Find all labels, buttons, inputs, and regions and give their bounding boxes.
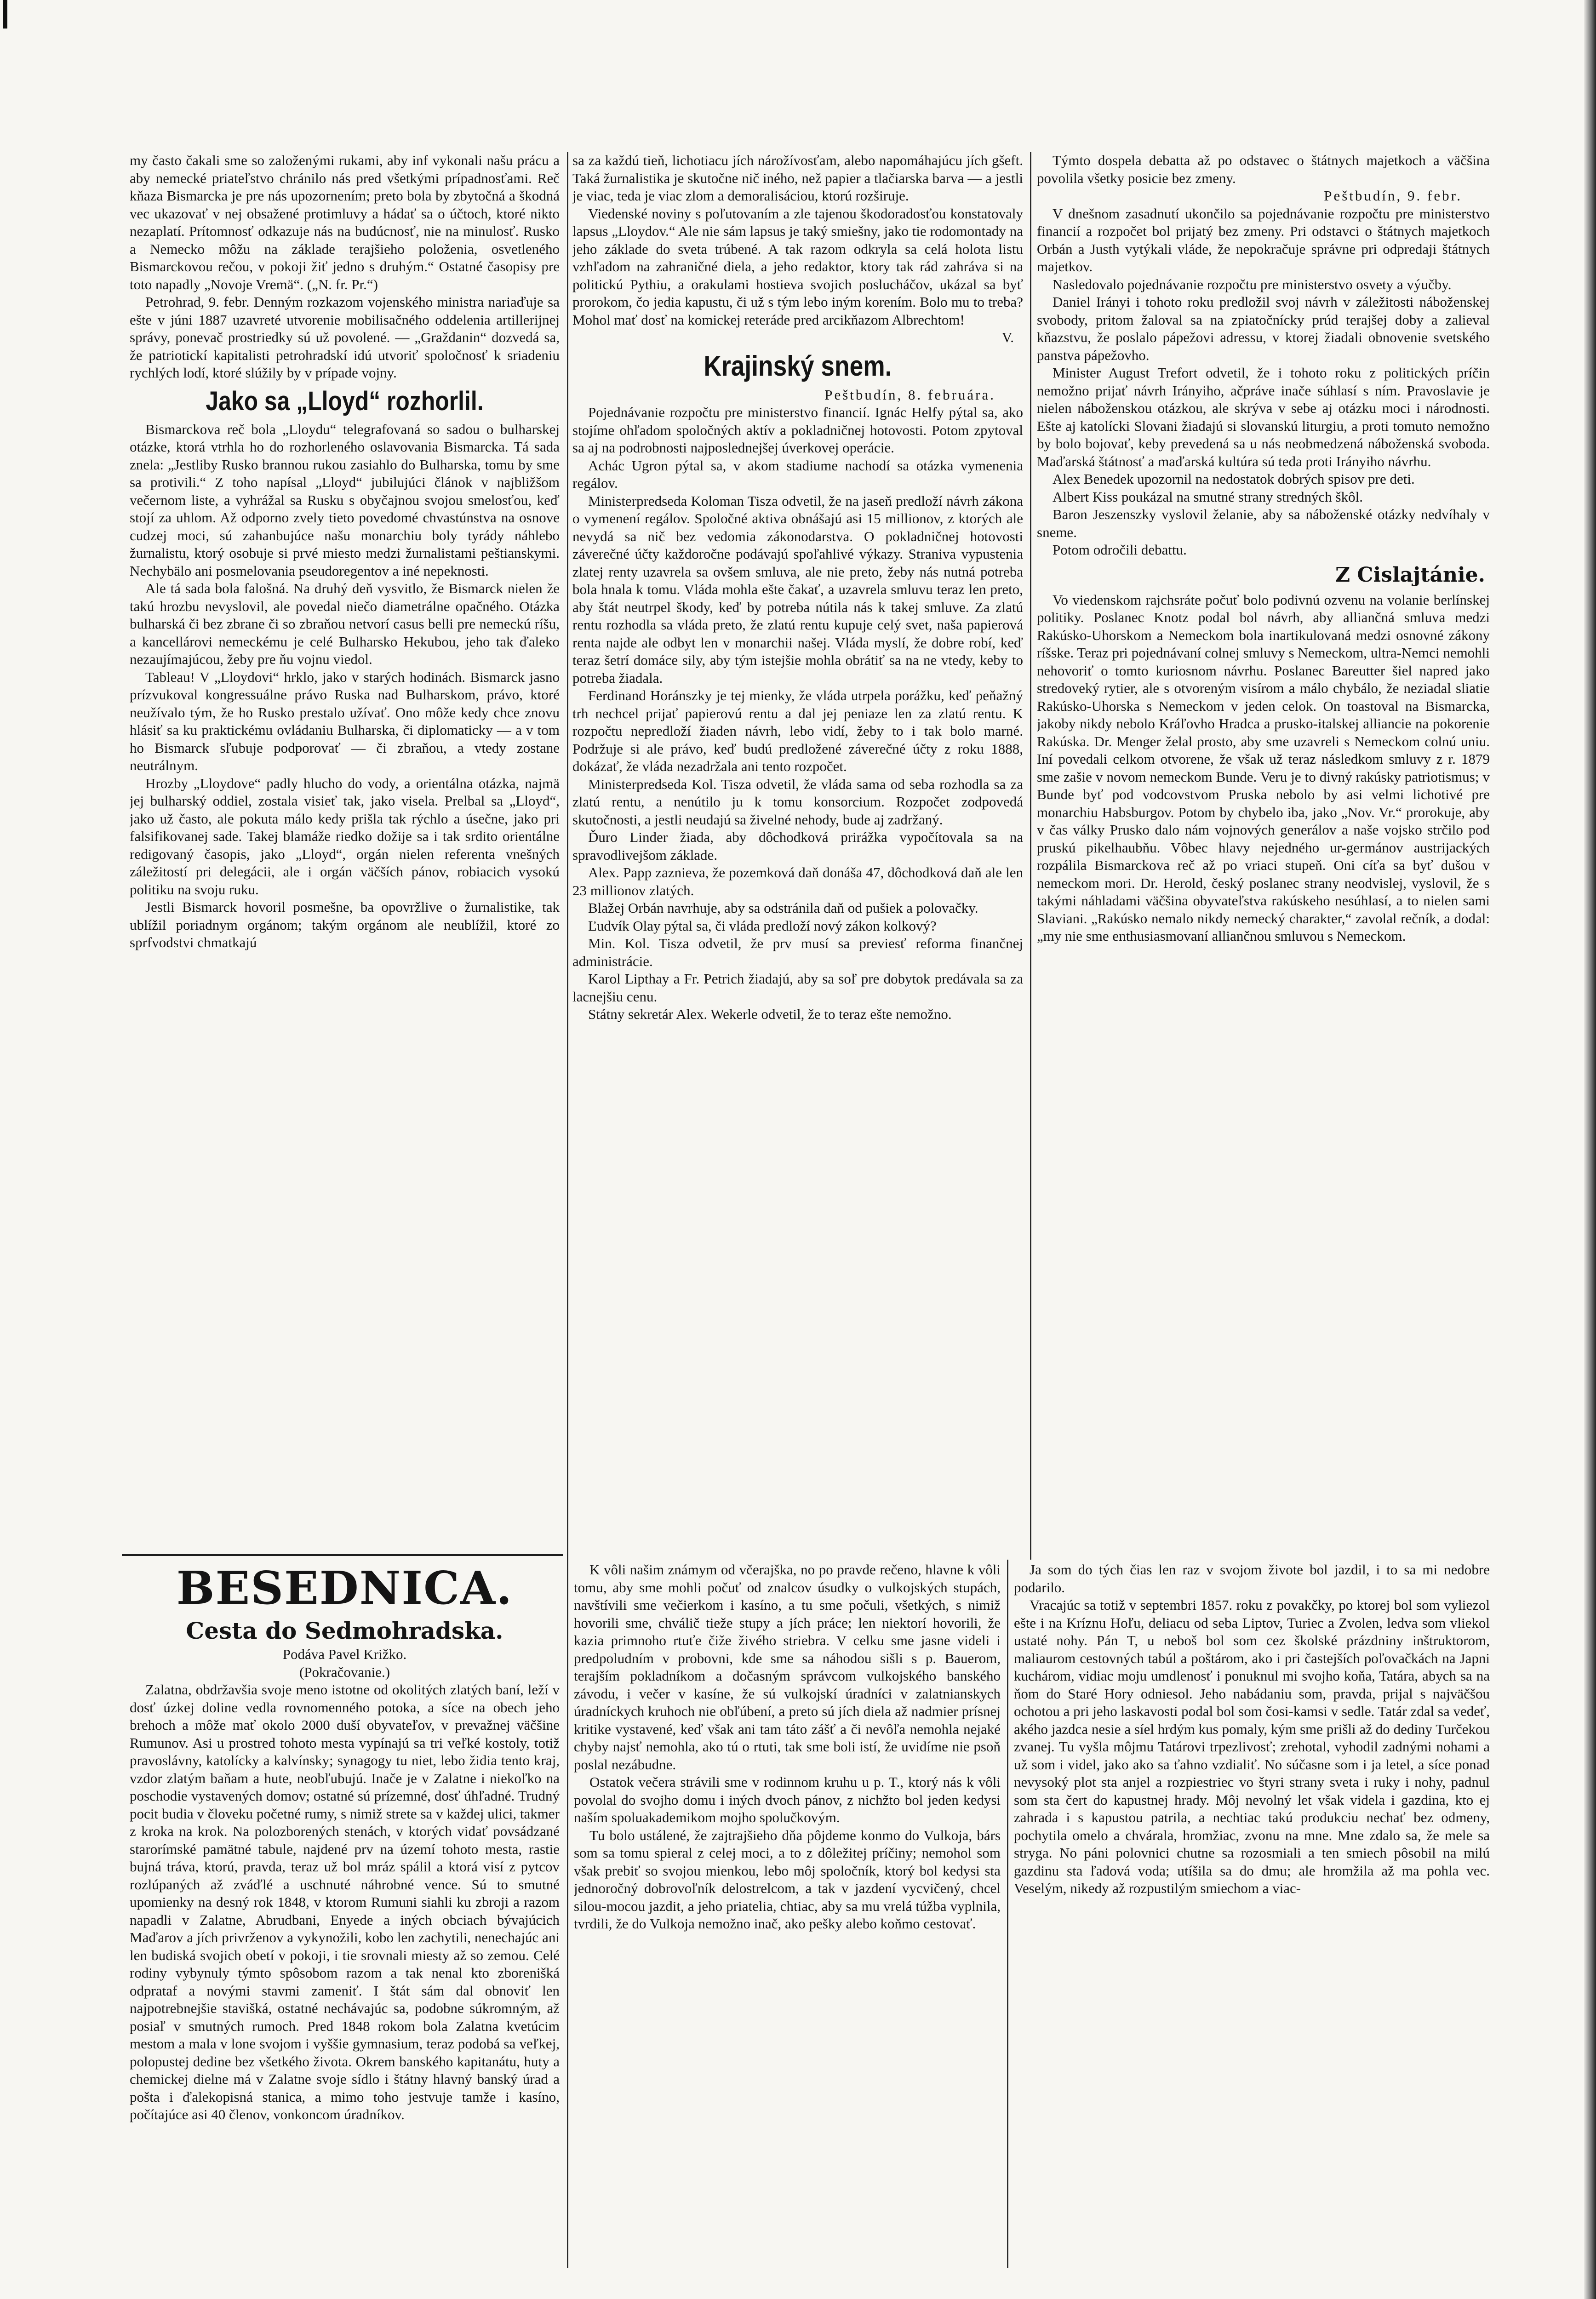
lloyd-para: Hrozby „Lloydove“ padly hlucho do vody, a orientálna otázka, najmä jej bulharský oddiel, zostala visieť tak, jako visela. Prelbal sa „Lloyd“, jako už často, ale pokuta málo kedy prišla tak rýchlo a úsečne, jako pri falsifikovanej sade. Takej blamáže riedko dožije sa i tak srdito orientálne redigovaný časopis, jako „Lloyd“, orgán nielen referenta vnešných záležitostí pri delegácii, ale i orgán väčších pánov, robiacich vysokú politiku na svoju ruku. xyxy=(130,775,560,898)
col2-para: Viedenské noviny s poľutovaním a zle tajenou škodoradosťou konstatovaly lapsus „Lloydov.“ Ale nie sám lapsus je taký smiešny, jako tie rodomontady na jeho základe do sveta trúbené. A tak razom odkryla sa celá holota listu vzhľadom na zahraničné diela, a jeho redaktor, ktory tak rád zahráva si na politickú Pythiu, a orakulami hostieva svojich poslucháčov, ukázal sa byť prorokom, čo jedia kapustu, či už s tým lebo iným korením. Bolo mu to treba? Mohol mať dosť na komickej reteráde pred arcikňazom Albrechtom! xyxy=(572,205,1023,328)
col3-para: Potom odročili debattu. xyxy=(1053,542,1187,558)
col3-para: Nasledovalo pojednávanie rozpočtu pre ministerstvo osvety a výučby. xyxy=(1053,276,1452,292)
besednica-para: Ostatok večera strávili sme v rodinnom kruhu u p. T., ktorý nás k vôli povolal do svojho domu i iných dvoch pánov, z nichžto bol jeden kedysi naším spoluakademikom mojho spolučkovým. xyxy=(574,1774,1001,1825)
besednica-para: Zalatna, obdržavšia svoje meno istotne od okolitých zlatých baní, leží v dosť úzkej doline vedla rovnomenného potoka, a síce na obech jeho brehoch a môže mať okolo 2000 duší obyvateľov, v prevažnej väčšine Rumunov. Asi u prostred tohoto mesta vypínajú sa tri veľké kostoly, totiž pravoslávny, katolícky a kalvínsky; synagogy tu niet, lebo židia tento kraj, vzdor zlatým baňam a hute, neobľubujú. Inače je v Zalatne i niekoľko na poschodie vystavených domov; ostatné sú prízemné, dosť úhľadné. Trudný pocit budia v človeku početné rumy, s nimiž strete sa v každej ulici, takmer z kroka na krok. Na polozborených stenách, v ktorých vidať povsádzané starorímské pamätné tabule, najdené prv na území tohoto mesta, rastie bujná tráva, ktorú, pravda, teraz už bol mráz spálil a ktorá visí z pytcov rozlúpaných až zváďlé a uschnuté náhrobné vence. Sú to smutné upomienky na desný rok 1848, v ktorom Rumuni siahli ku zbroji a razom napadli v Zalatne, Abrudbani, Enyede a iných obciach bývajúcich Maďarov a jích privrženov a vykynožili, kobo len zachytili, nenechajúc ani len budiská svojich obetí v pokoji, i tie srovnali miesty až so zemou. Celé rodiny vybynuly týmto spôsobom razom a tak nenal kto zborenišká odprataf a novými stavmi zameniť. I štát sám dal obnoviť len najpotrebnejšie stavišká, ostatné nechávajúc sa, podobne súkromným, až posiaľ v smutných rumoch. Pred 1848 rokom bola Zalatna kvetúcim mestom a mala v lone svojom i vyššie gymnasium, teraz podobá sa veľkej, polopustej dedine bez všetkého života. Okrem banského kapitanátu, huty a chemickej dielne má v Zalatne svoje sídlo i štátny hlavný banský úrad a pošta i ďalekopisná stanica, a mimo toho jestvuje tamže i kasíno, počítajúce asi 40 členov, vonkoncom úradníkov. xyxy=(130,1681,560,2122)
col3-para: Minister August Trefort odvetil, že i tohoto roku z politických príčin nemožno prijať návrh Irányiho, ačpráve inače súhlasí s ním. Pravoslavie je nielen náboženskou otázkou, ale skrýva v sebe aj otázku moci i národnosti. Ešte aj katolícki Slovani žiadajú si slovanskú liturgiu, a proti tomuto nemožno by bolo bojovať, keby prevedená sa u nás neobmedzená náboženská svoboda. Maďarská štátnosť a maďarská kultúra sú teda proti Irányiho návrhu. xyxy=(1037,365,1490,469)
col3-para: Daniel Irányi i tohoto roku predložil svoj návrh v záležitosti náboženskej svobody, pritom žaloval sa na zpiatočnícky prúd terajšej doby a zalieval kňazstvu, že poslalo pápežovi adressu, v ktorej žiadali obnovenie svetského panstva pápežovho. xyxy=(1037,294,1490,363)
scan-edge-mark xyxy=(3,0,7,29)
column-2 xyxy=(572,152,1023,1552)
snem-para: Min. Kol. Tisza odvetil, že prv musí sa previesť reforma finančnej administrácie. xyxy=(572,935,1023,969)
column-1 xyxy=(130,152,560,1552)
page-edge-shadow xyxy=(1584,0,1596,2299)
besednica-top-rule xyxy=(122,1554,563,1556)
besednica-title: BESEDNICA. xyxy=(176,1562,513,1615)
author-sign: V. xyxy=(1001,329,1014,345)
col3-para: Alex Benedek upozornil na nedostatok dobrých spisov pre deti. xyxy=(1053,471,1415,487)
snem-para: Státny sekretár Alex. Wekerle odvetil, že to teraz ešte nemožno. xyxy=(588,1006,952,1022)
lloyd-para: Jestli Bismarck hovoril posmešne, ba opovržlive o žurnalistike, tak ublížil poriadnym orgánom; takým orgánom ale neublížil, ktoré zo sprfvodstvi chmatkajú xyxy=(130,899,560,950)
column-rule-1 xyxy=(567,152,568,1560)
besednica-para: Vracajúc sa totiž v septembri 1857. roku z povakčky, po ktorej bol som vyliezol ešte i na Kríznu Hoľu, deliacu od seba Liptov, Turiec a Zvolen, ledva som vliekol ustaté nohy. Pán T, u neboš bol som cez školské prázdniny inštruktorom, maliaurom cestovných tabúl a poštárom, ako i pri častejších poľovačkách na Japni kuchárom, vidiac moju umdlenosť i ponuknul mi svojho koňa, Tatára, abych sa na ňom do Staré Hory odniesol. Jeho nabádaniu som, pravda, prijal s najväčšou ochotou a pri jeho laskavosti podal bol som čosi-kamsi v sedle. Tatár zdal sa vedeť, akého jazdca nesie a síel hrdým kus pomaly, kým sme prišli až do dediny Turčekou zvanej. Tu vyšla môjmu Tatárovi trpezlivosť; zrehotal, vyhodil zadnými nohami a už som i videl, jako ako sa ťahno vzdialiť. No súčasne som i ja letel, a síce ponad nevysoký plot sta anjel a rozpiestriec vo štyri strany sveta i ruky i nohy, padnul som sta čert do kapustnej hrady. Môj nevolný let však videla i gazdina, kto ej zahrada i s kapustou patrila, a nechtiac takú produkciu nechať bez odmeny, pochytila omelo a chvárala, hromžiac, zvonu na mne. Mne zdalo sa, že mele sa stryga. No páni polovnici chutne sa rozosmiali a ten smiech pôsobil na milú gazdinu sta ľadová voda; utíšila sa do dmu; ale hromžila až ma pohla vec. Veselým, nikedy až rozpustilým smiechom a viac- xyxy=(1014,1597,1490,1896)
besednica-author: Podáva Pavel Križko. xyxy=(282,1646,407,1662)
snem-para: Ďuro Linder žiada, aby dôchodková prirážka vypočítovala sa na spravodlivejšom základe. xyxy=(572,829,1023,863)
col3-dateline: Peštbudín, 9. febr. xyxy=(1324,188,1462,204)
snem-para: Ferdinand Horánszky je tej mienky, že vláda utrpela porážku, keď peňažný trh nechcel prijať papierovú rentu a dal jej peniaze len za zlatú rentu. K rozpočtu nepredloží žiaden návrh, lebo vidí, žeby to i tak bolo marné. Podržuje si ale právo, keď budú predložené záverečné účty z roku 1888, dokázať, že vláda nezadržala ani tento rozpočet. xyxy=(572,687,1023,774)
besednica-para: Ja som do tých čias len raz v svojom živote bol jazdil, i to sa mi nedobre podarilo. xyxy=(1014,1561,1490,1596)
snem-para: Ministerpredseda Koloman Tisza odvetil, že na jaseň predloží návrh zákona o vymenení regálov. Spoločné aktiva obnášajú asi 15 millionov, z ktorých ale nevydá sa nič bez vedomia zákonodarstva. O pokladničnej hotovosti záverečné účty každoročne podávajú spoľahlivé výkazy. Straniva vypustenia zlatej renty uzavrela sa ovšem smluva, ale nie preto, žeby nás nutná potreba bola hnala k tomu. Vláda mohla ešte čakať, a uzavrela smluvu teraz len preto, aby štát neutrpel škody, keď by potreba nútila nás k takej smluve. Za zlatú rentu rozhodla sa vláda preto, že zlatú rentu kupuje celý svet, naša papierová renta najde ale odbyt len v monarchii našej. Vláda myslí, že dobre robí, keď teraz šetrí domáce sily, aby tým istejšie mohla obrátiť sa na ne vtedy, keby to potreba žiadala. xyxy=(572,492,1023,686)
column-rule-4 xyxy=(1007,1560,1008,2268)
besednica-column-1 xyxy=(130,1561,560,2265)
besednica-subtitle: Cesta do Sedmohradska. xyxy=(186,1617,503,1644)
col3-para: Týmto dospela debatta až po odstavec o štátnych majetkoch a väčšina povolila všetky posicie bez zmeny. xyxy=(1037,152,1490,186)
snem-para: Pojednávanie rozpočtu pre ministerstvo financií. Ignác Helfy pýtal sa, ako stojíme ohľadom spoločných aktív a pokladničnej hotovosti. Potom zpytoval sa aj na podrobnosti najposlednejšej úverkovej operácie. xyxy=(572,404,1023,456)
besednica-para: K vôli našim známym od včerajška, no po pravde rečeno, hlavne k vôli tomu, aby sme mohli počuť od znalcov úsudky o vulkojských stupách, navštívili sme večierkom i kasíno, a tu sme počuli, všetkých, s nimiž hovorili sme, chválič tieže stupy a jích práce; len niektorí hovorili, že kazia primnoho rtuťe čiže živého striebra. V celku sme jasne videli i predpoludním v probovni, kde sme sa náhodou sišli s p. Bauerom, terajším pokladníkom a dočasným správcom vulkojského banského závodu, i večer v kasíne, že sú vulkojskí úradníci v zalatnianskych úradníckych kruhoch nie obľúbení, a preto sú jích diela až nadmier prísnej kritike vystavené, keď však ani tam táto zášť a či nevôľa nemohla nejaké chyby najsť nemohla, ako tú o rtuti, tak sme boli istí, že uvidíme nie psoň poslal nezábudne. xyxy=(574,1561,1001,1773)
cis-para: Vo viedenskom rajchsráte počuť bolo podivnú ozvenu na volanie berlínskej politiky. Poslanec Knotz podal bol návrh, aby alliančná smluva medzi Rakúsko-Uhorskom a Nemeckom bola inartikulovaná medzi osnovné zákony ríšske. Teraz pri pojednávaní colnej smluvy s Nemeckom, ultra-Nemci nemohli nehovoriť o tomto kuriosnom návrhu. Poslanec Bareutter šiel napred jako stredoveký rytier, ale s otvoreným visírom a málo chybálo, že neziadal sliatie Rakúsko-Uhorska s Nemeckom v jeden celok. On toastoval na Bismarcka, jakoby nikdy nebolo Kráľovho Hradca a prusko-italskej alliancie na pokorenie Rakúska. Dr. Menger želal prosto, aby sme uzavreli s Nemeckom colnú uniu. Iní povedali celkom otvorene, že však už teraz následkom smluvy z r. 1879 sme zašie v novom nemeckom Bunde. Veru je to divný rakúsky patriotismus; v Bunde byť pod vodcovstvom Pruska nebolo by asi velmi lichotivé pre monarchiu Habsburgov. Potom by chybelo iba, jako „Nov. Vr.“ prorokuje, aby v čas války Prusko dalo nám vojnových generálov a naše vojsko strčilo pod pruskú pikelhaubňu. Vôbec hlavy nejedného ur-germánov austrijackých rozpálila Bismarckova reč až po vriaci stupeň. Oni cíťa sa byť dušou v nemeckom mori. Dr. Herold, český poslanec strany neodvislej, vyslovil, že s takými náhladami väčšina obyvateľstva rakúskeho nesúhlasí, a to nielen sami Slaviani. „Rakúsko nemalo nikdy nemecký charakter,“ zavolal rečník, a dodal: „my nie sme enthusiasmovaní alliančnou smluvou s Nemeckom. xyxy=(1037,591,1490,944)
snem-dateline: Peštbudín, 8. februára. xyxy=(824,386,995,403)
col1-para: Petrohrad, 9. febr. Denným rozkazom vojenského ministra nariaďuje sa ešte v júni 1887 uzavreté utvorenie mobilisačného oddelenia artillerijnej správy, ponevač prostriedky sú už povolené. — „Graždanin“ dozvedá sa, že patriotickí kapitalisti petrohradskí idú utvoriť spoločnosť k sriadeniu rychlých lodí, ktoré slúžily by v prípade vojny. xyxy=(130,294,560,381)
lloyd-section-title: Jako sa „Lloyd“ rozhorlil. xyxy=(206,386,484,416)
column-rule-3 xyxy=(567,1560,568,2268)
column-rule-2 xyxy=(1030,152,1031,1560)
snem-section-title: Krajinský snem. xyxy=(704,350,892,382)
snem-para: Alex. Papp zaznieva, že pozemková daň donáša 47, dôchodková daň ale len 23 millionov zlatých. xyxy=(572,864,1023,898)
besednica-continuation: (Pokračovanie.) xyxy=(299,1664,390,1680)
cislajtania-section-title: Z Cislajtánie. xyxy=(1335,563,1485,587)
besednica-column-2 xyxy=(574,1561,1001,2265)
snem-para: Karol Lipthay a Fr. Petrich žiadajú, aby sa soľ pre dobytok predávala sa za lacnejšiu cenu. xyxy=(572,971,1023,1005)
col1-para: my často čakali sme so založenými rukami, aby inf vykonali našu prácu a aby nemecké priateľstvo chránilo nás pred všetkými prípadnosťami. Reč kňaza Bismarcka je pre nás upozornením; preto bola by zbytočná a škodná vec ukazovať v nej obsažené protimluvy a hádať sa o účtoch, ktoré nikto nezaplatí. Prítomnosť odkazuje nás na budúcnosť, nie na minulosť. Rusko a Nemecko môžu na základe terajšieho položenia, osvetleného Bismarckovou rečou, v pokoji žiť jedno s druhým.“ Ostatné časopisy pre toto napadly „Novoje Vremä“. („N. fr. Pr.“) xyxy=(130,152,560,292)
snem-para: Ľudvík Olay pýtal sa, či vláda predloží nový zákon kolkový? xyxy=(588,917,937,934)
besednica-column-3 xyxy=(1014,1561,1490,2265)
snem-para: Achác Ugron pýtal sa, v akom stadiume nachodí sa otázka vymenenia regálov. xyxy=(572,457,1023,491)
snem-para: Ministerpredseda Kol. Tisza odvetil, že vláda sama od seba rozhodla sa za zlatú rentu, a nenútilo ju k tomu konsorcium. Rozpočet zodpovedá skutočnosti, a jestli neudajú sa živelné nehody, bude aj zadržaný. xyxy=(572,776,1023,828)
col3-para: Albert Kiss poukázal na smutné strany stredných škôl. xyxy=(1053,488,1363,505)
snem-para: Blažej Orbán navrhuje, aby sa odstránila daň od pušiek a polovačky. xyxy=(588,900,978,916)
col2-para: sa za každú tieň, lichotiacu jích nárožívosťam, alebo napomáhajúcu jích gšeft. Taká žurnalistika je skutočne nič iného, než papier a tlačiarska barva — a jestli je viac, teda je viac zlom a demoralisáciou, ktorú rozširuje. xyxy=(572,152,1023,204)
besednica-para: Tu bolo ustálené, že zajtrajšieho dňa pôjdeme konmo do Vulkoja, bárs som sa tomu spieral z celej moci, a to z dôležitej príčiny; nemohol som však prebiť so svojou mienkou, lebo môj spoločník, ktorý bol kedysi sta jednoročný dobrovoľník delostrelcom, a tak v jazdení vycvičený, chcel silou-mocou jazdit, a jeho priatelia, chtiac, aby sa mu vrelá túžba vyplnila, tvrdili, že do Vulkoja nemožno inač, ako pešky alebo koňmo cestovať. xyxy=(574,1827,1001,1932)
lloyd-para: Bismarckova reč bola „Lloydu“ telegrafovaná so sadou o bulharskej otázke, ktorá vtrhla ho do rozhorleného oslavovania Bismarcka. Tá sada znela: „Jestliby Rusko brannou rukou zasiahlo do Bulharska, tomu by sme sa protivili.“ Z toho napísal „Lloyd“ jubilujúci článok v najbližšom večernom liste, a vyhrážal sa Rusku s obyčajnou svojou smelosťou, keď stojí za uhlom. Až odporno zvely tieto povedomé chvastúnstva na osnove cudzej moci, sú zahanbujúce našu monarchiu boly tyrády náhlebo žurnalistu, ktorý osobuje si prvé miesto medzi žurnalistami peštianskymi. Nechybälo ani posmelovania pseudoregentov a iné nepeknosti. xyxy=(130,421,560,579)
col3-para: V dnešnom zasadnutí ukončilo sa pojednávanie rozpočtu pre ministerstvo financií a rozpočet bol prijatý bez zmeny. Pri odstavci o štátnych majetkoch Orbán a Justh vytýkali vláde, že nepokračuje správne pri odpredaji štátnych majetkov. xyxy=(1037,205,1490,275)
lloyd-para: Ale tá sada bola falošná. Na druhý deň vysvitlo, že Bismarck nielen že takú hrozbu nevyslovil, ale povedal niečo diametrálne opačného. Otázka bulharská či bez zbrane či so zbraňou netvorí casus belli pre nemeckú ríšu, a kancellárovi nemeckému je celé Bulharsko Hekubou, jeho tak ďaleko nezaujímajúcou, žeby pre ňu vojnu viedol. xyxy=(130,580,560,667)
column-3 xyxy=(1037,152,1490,1552)
col3-para: Baron Jeszenszky vyslovil želanie, aby sa náboženské otázky nedvíhaly v sneme. xyxy=(1037,506,1490,540)
lloyd-para: Tableau! V „Lloydovi“ hrklo, jako v starých hodinách. Bismarck jasno prízvukoval kongressuálne právo Ruska nad Bulharskom, právo, ktoré neužívalo tým, že ho Rusko prestalo užívať. Ono môže kedy chce znovu hlásiť sa ku praktickému ovládaniu Bulharska, či diplomaticky — a v tom ho Bismarck sľubuje podporovať — či zbraňou, a vtedy zostane neutrálnym. xyxy=(130,669,560,773)
